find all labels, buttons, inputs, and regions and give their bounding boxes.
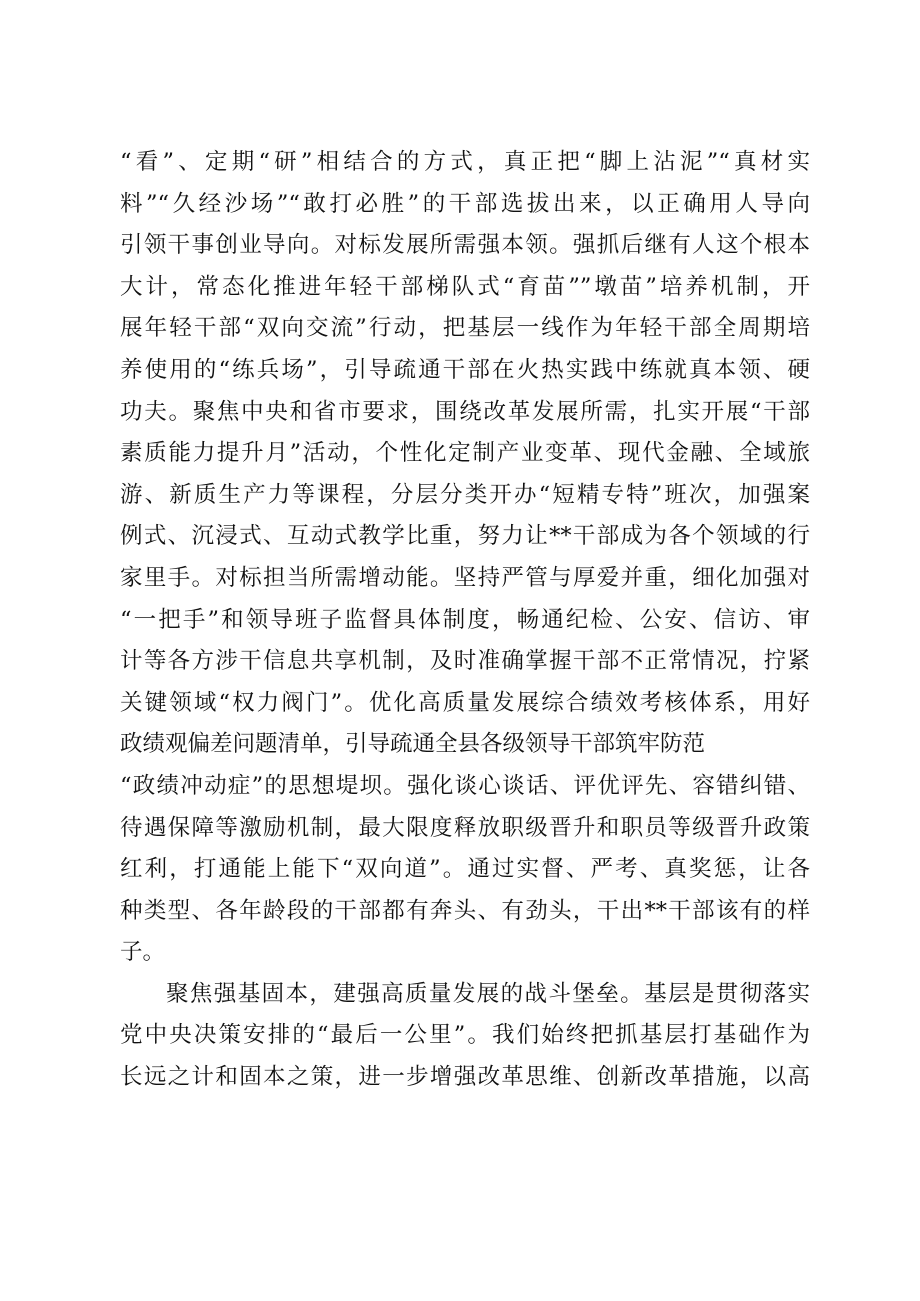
paragraph-2 xyxy=(120,974,810,1099)
text-line: 政绩观偏差问题清单，引导疏通全县各级领导干部筑牢防范 xyxy=(120,731,706,758)
text-line: 党中央决策安排的“最后一公里”。我们始终把抓基层打基础作为 xyxy=(120,1022,810,1049)
text-line: 料”“久经沙场”“敢打必胜”的干部选拔出来，以正确用人导向 xyxy=(120,190,810,217)
text-line: 家里手。对标担当所需增动能。坚持严管与厚爱并重，细化加强对 xyxy=(120,564,810,591)
paragraph-1 xyxy=(120,142,810,974)
text-line: 游、新质生产力等课程，分层分类开办“短精专特”班次，加强案 xyxy=(120,481,810,508)
text-line: 养使用的“练兵场”，引导疏通干部在火热实践中练就真本领、硬 xyxy=(120,356,810,383)
text-line: 聚焦强基固本，建强高质量发展的战斗堡垒。基层是贯彻落实 xyxy=(166,980,810,1007)
text-line: 功夫。聚焦中央和省市要求，围绕改革发展所需，扎实开展“干部 xyxy=(120,398,810,425)
text-line: 引领干事创业导向。对标发展所需强本领。强抓后继有人这个根本 xyxy=(120,232,810,259)
text-line: 待遇保障等激励机制，最大限度释放职级晋升和职员等级晋升政策 xyxy=(120,814,810,841)
text-line: 素质能力提升月”活动，个性化定制产业变革、现代金融、全域旅 xyxy=(120,440,810,467)
document-body xyxy=(120,142,810,1099)
text-line: 长远之计和固本之策，进一步增强改革思维、创新改革措施，以高 xyxy=(120,1064,810,1091)
text-line: “政绩冲动症”的思想堤坝。强化谈心谈话、评优评先、容错纠错、 xyxy=(120,772,810,799)
text-line: 关键领域“权力阀门”。优化高质量发展综合绩效考核体系，用好 xyxy=(120,689,810,716)
text-line: “看”、定期“研”相结合的方式，真正把“脚上沾泥”“真材实 xyxy=(120,149,810,175)
text-line: 种类型、各年龄段的干部都有奔头、有劲头，干出**干部该有的样 xyxy=(120,897,810,924)
text-line: “一把手”和领导班子监督具体制度，畅通纪检、公安、信访、审 xyxy=(120,606,810,633)
text-line: 红利，打通能上能下“双向道”。通过实督、严考、真奖惩，让各 xyxy=(120,856,810,883)
text-line: 展年轻干部“双向交流”行动，把基层一线作为年轻干部全周期培 xyxy=(120,315,810,342)
text-line: 子。 xyxy=(120,939,166,966)
text-line: 计等各方涉干信息共享机制，及时准确掌握干部不正常情况，拧紧 xyxy=(120,648,810,675)
text-line: 例式、沉浸式、互动式教学比重，努力让**干部成为各个领域的行 xyxy=(120,523,810,550)
text-line: 大计，常态化推进年轻干部梯队式“育苗””墩苗”培养机制，开 xyxy=(120,273,810,300)
